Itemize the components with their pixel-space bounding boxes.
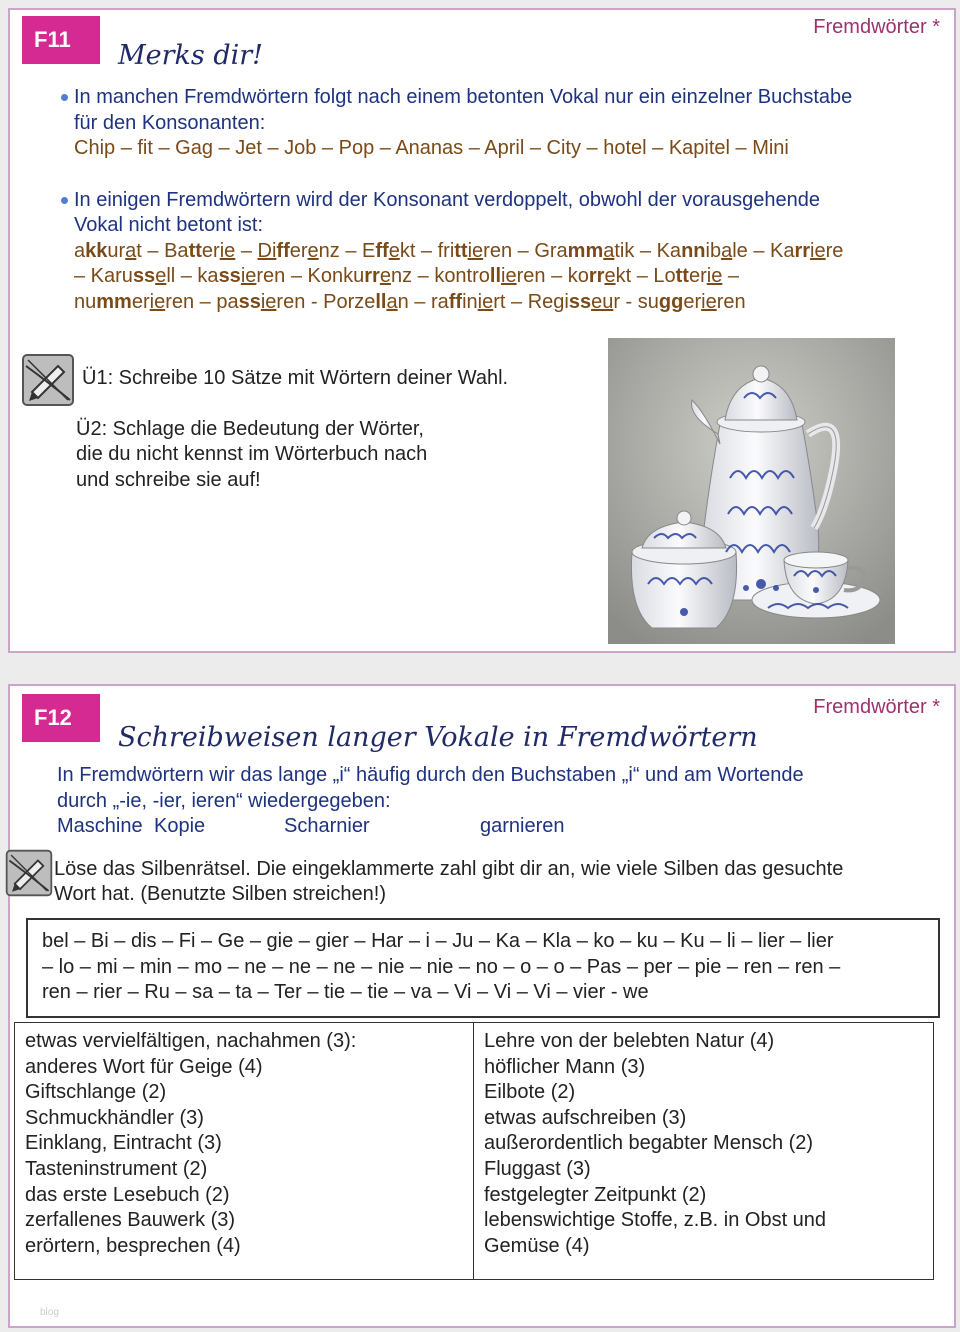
doubled-consonant: ss (238, 291, 261, 313)
doubled-consonant: rr (588, 265, 605, 287)
clue-item: Gemüse (4) (484, 1234, 590, 1257)
example-words (74, 263, 739, 289)
section-tag: F11 (22, 16, 100, 64)
unstressed-vowel: eu (591, 291, 614, 313)
doubled-consonant: tt (188, 240, 202, 262)
section-heading: Merks dir! (118, 40, 264, 71)
doubled-consonant: rr (794, 240, 811, 262)
word-text: kt – Lo (615, 265, 676, 287)
word-text: ren (716, 291, 746, 313)
clue-item: Giftschlange (2) (25, 1081, 167, 1104)
word-text: re (825, 240, 844, 262)
unstressed-vowel: ie (701, 291, 717, 313)
card-f12 (8, 684, 956, 1328)
task-text: Ü2: Schlage die Bedeutung der Wörter, (76, 418, 424, 440)
unstressed-vowel: ie (219, 240, 236, 262)
syllable-line: – lo – mi – min – mo – ne – ne – ne – nie – nie – no – o – o – Pas – per – pie – ren – ren – (42, 956, 841, 978)
clue-item: etwas aufschreiben (3) (484, 1106, 687, 1129)
clue-item: festgelegter Zeitpunkt (2) (484, 1183, 707, 1206)
task-text: die du nicht kennst im Wörterbuch nach (76, 443, 428, 465)
clue-table (14, 1022, 934, 1280)
unstressed-vowel: e (388, 240, 400, 262)
rule-text: Vokal nicht betont ist: (74, 214, 264, 236)
unstressed-vowel: ie (477, 291, 494, 313)
unstressed-vowel: ie (810, 240, 826, 262)
clue-item: Einklang, Eintracht (3) (25, 1132, 222, 1155)
word-text: er (201, 240, 220, 262)
word-text: nz – E (318, 240, 376, 262)
unstressed-vowel: ie (149, 291, 166, 313)
word-text: ll – ka (166, 265, 219, 287)
example-word: Maschine (57, 815, 143, 837)
section-heading: Schreibweisen langer Vokale in Fremdwörtern (118, 722, 758, 753)
example-words (74, 289, 746, 315)
doubled-consonant: ff (448, 291, 463, 313)
doubled-consonant: ss (568, 291, 592, 313)
example-words (74, 238, 843, 264)
pencil-icon (4, 848, 54, 898)
doubled-consonant: tt (454, 240, 468, 262)
unstressed-vowel: a (125, 240, 137, 262)
doubled-consonant: ss (132, 265, 156, 287)
example-word: Scharnier (284, 815, 370, 837)
clue-column-right (484, 1029, 924, 1279)
clue-item: erörtern, besprechen (4) (25, 1234, 241, 1257)
clue-item: lebenswichtige Stoffe, z.B. in Obst und (484, 1209, 827, 1232)
rule-text: In manchen Fremdwörtern folgt nach einem betonten Vokal nur ein einzelner Buchstabe (74, 86, 853, 108)
clue-item: anderes Wort für Geige (4) (25, 1055, 263, 1078)
unstressed-vowel: e (379, 265, 391, 287)
watermark: blog (40, 1307, 59, 1318)
clue-item: außerordentlich begabter Mensch (2) (484, 1132, 814, 1155)
doubled-consonant: ll (375, 291, 387, 313)
category-label: Fremdwörter * (813, 16, 940, 38)
word-text: a (74, 240, 86, 262)
word-text: er (131, 291, 150, 313)
example-word: garnieren (480, 815, 565, 837)
clue-item: etwas vervielfältigen, nachahmen (3): (25, 1030, 357, 1052)
unstressed-vowel: a (603, 240, 615, 262)
syllable-line: bel – Bi – dis – Fi – Ge – gie – gier – Har – i – Ju – Ka – Kla – ko – ku – Ku – li – lier – lier (42, 930, 834, 952)
doubled-consonant: kk (85, 240, 108, 262)
word-text: er (289, 240, 308, 262)
doubled-consonant: ss (218, 265, 241, 287)
rule-text: In einigen Fremdwörtern wird der Konsonant verdoppelt, obwohl der vorausgehende (74, 189, 821, 211)
unstressed-vowel: e (155, 265, 167, 287)
word-text: ren – pa (165, 291, 239, 313)
task-text: Löse das Silbenrätsel. Die eingeklammerte zahl gibt dir an, wie viele Silben das gesuchte (54, 858, 844, 880)
word-text: in (462, 291, 478, 313)
clue-item: Lehre von der belebten Natur (4) (484, 1030, 775, 1052)
clue-column-left (25, 1029, 465, 1279)
column-divider (473, 1023, 474, 1279)
clue-item: Eilbote (2) (484, 1081, 576, 1104)
doubled-consonant: nn (681, 240, 706, 262)
syllable-box (26, 918, 940, 1018)
intro-text: durch „-ie, -ier, ieren“ wiedergegeben: (57, 790, 391, 812)
unstressed-vowel: ie (240, 265, 257, 287)
doubled-consonant: rr (364, 265, 380, 287)
word-text: t – (136, 240, 165, 262)
doubled-consonant: mm (567, 240, 604, 262)
word-text: ib (705, 240, 722, 262)
doubled-consonant: gg (658, 291, 684, 313)
clue-item: zerfallenes Bauwerk (3) (25, 1209, 236, 1232)
unstressed-vowel: a (721, 240, 733, 262)
word-text: ren – Konku (256, 265, 365, 287)
unstressed-vowel: ie (260, 291, 277, 313)
porcelain-photo (608, 338, 895, 644)
word-text: – (722, 265, 740, 287)
word-text: ren - Porze (276, 291, 376, 313)
word-text: ren – ko (516, 265, 589, 287)
pencil-icon (20, 352, 76, 408)
unstressed-vowel: ie (706, 265, 723, 287)
unstressed-vowel: ie (467, 240, 484, 262)
section-tag: F12 (22, 694, 100, 742)
example-words: Chip – fit – Gag – Jet – Job – Pop – Ananas – April – City – hotel – Kapitel – Mini (74, 137, 789, 159)
word-text: rt – Regi (493, 291, 569, 313)
unstressed-vowel: ie (501, 265, 517, 287)
doubled-consonant: ff (375, 240, 389, 262)
intro-text: In Fremdwörtern wir das lange „i“ häufig durch den Buchstaben „i“ und am Wortende (57, 764, 804, 786)
card-f11 (8, 8, 956, 653)
word-text: kt – fri (399, 240, 455, 262)
clue-item: Tasteninstrument (2) (25, 1157, 208, 1180)
clue-item: Fluggast (3) (484, 1157, 591, 1180)
word-text: n – ra (397, 291, 449, 313)
task-text: und schreibe sie auf! (76, 469, 261, 491)
task-text: Wort hat. (Benutzte Silben streichen!) (54, 883, 387, 905)
word-text: Ba (164, 240, 189, 262)
word-text: er (688, 265, 707, 287)
syllable-line: ren – rier – Ru – sa – ta – Ter – tie – tie – va – Vi – Vi – Vi – vier - we (42, 981, 649, 1003)
unstressed-vowel: e (604, 265, 616, 287)
word-text: ren – Gra (483, 240, 568, 262)
unstressed-vowel: a (386, 291, 398, 313)
word-text: ur (107, 240, 126, 262)
word-text: le – Ka (732, 240, 795, 262)
unstressed-vowel: e (307, 240, 319, 262)
task-text: Ü1: Schreibe 10 Sätze mit Wörtern deiner Wahl. (82, 367, 509, 389)
clue-item: das erste Lesebuch (2) (25, 1183, 230, 1206)
unstressed-vowel: Di (257, 240, 277, 262)
doubled-consonant: tt (675, 265, 689, 287)
word-text: – (235, 240, 258, 262)
clue-item: Schmuckhändler (3) (25, 1106, 204, 1129)
word-text: nz – kontro (390, 265, 490, 287)
word-text: tik – Ka (614, 240, 682, 262)
word-text: – Karu (74, 265, 133, 287)
word-text: er (683, 291, 702, 313)
bullet-icon (61, 197, 68, 204)
doubled-consonant: ff (276, 240, 290, 262)
rule-text: für den Konsonanten: (74, 112, 266, 134)
bullet-icon (61, 94, 68, 101)
word-text: r - su (613, 291, 659, 313)
category-label: Fremdwörter * (813, 696, 940, 718)
doubled-consonant: ll (489, 265, 502, 287)
doubled-consonant: mm (96, 291, 132, 313)
clue-item: höflicher Mann (3) (484, 1055, 646, 1078)
word-text: nu (74, 291, 97, 313)
example-word: Kopie (154, 815, 206, 837)
